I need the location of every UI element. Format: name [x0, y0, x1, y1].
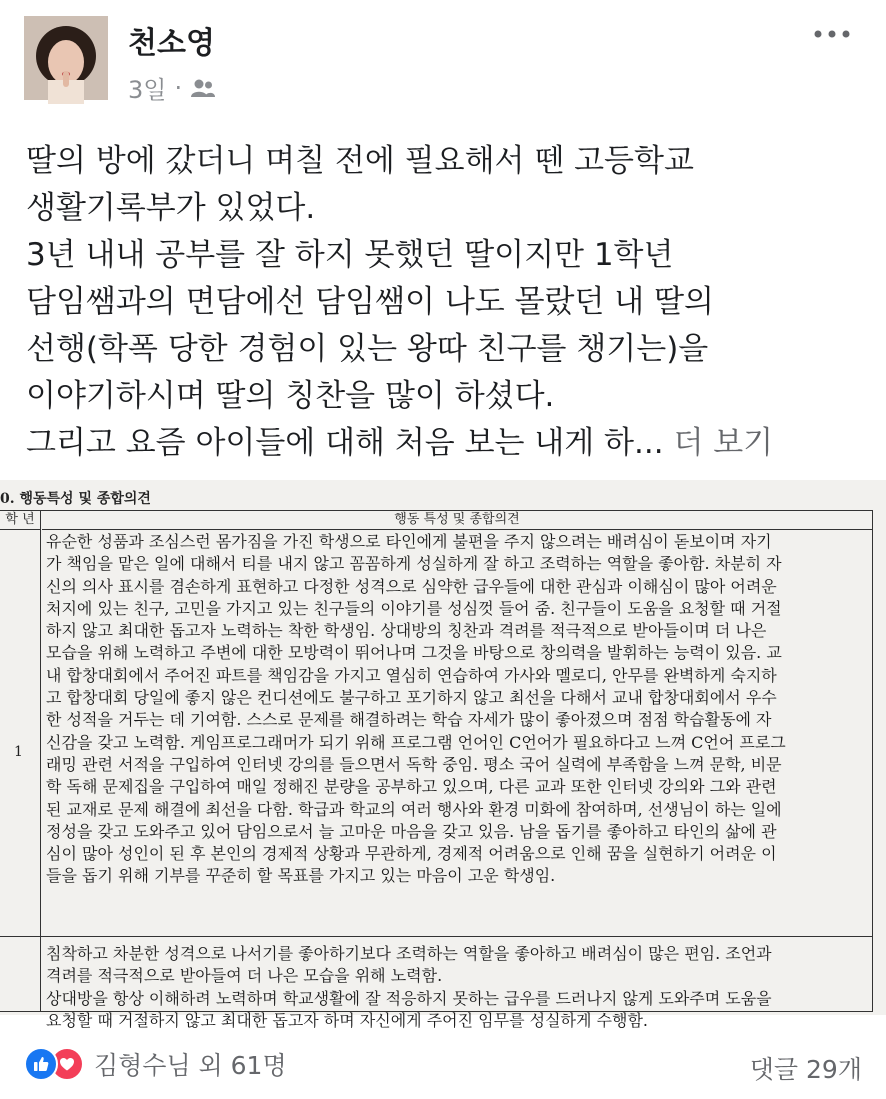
post-text-line: 담임쌤과의 면담에선 담임쌤이 나도 몰랐던 내 딸의 — [26, 284, 714, 320]
doc-line: 격려를 적극적으로 받아들여 더 나은 모습을 위해 노력함. — [46, 966, 443, 986]
doc-line: 래밍 관련 서적을 구입하여 인터넷 강의를 들으면서 독학 중임. 평소 국어 실력에 부족함을 느껴 문학, 비문 — [46, 754, 782, 774]
doc-section-title: 0. 행동특성 및 종합의견 — [0, 491, 151, 507]
see-more-link[interactable]: 더 보기 — [673, 425, 774, 461]
doc-line: 유순한 성품과 조심스런 몸가짐을 가진 학생으로 타인에게 불편을 주지 않으려는 배려심이 돋보이며 자기 — [46, 532, 772, 551]
doc-line: 가 책임을 맡은 일에 대해서 티를 내지 않고 꼼꼼하게 성실하게 잘 하고 조력하는 역할을 좋아함. 차분히 자 — [46, 554, 782, 574]
post-footer — [0, 1020, 886, 1099]
doc-line: 하지 않고 최대한 돕고자 노력하는 착한 학생임. 상대방의 칭찬과 격려를 적극적으로 받아들이며 더 나은 — [46, 621, 767, 641]
more-options-icon[interactable] — [812, 26, 852, 42]
doc-line: 심이 많아 성인이 된 후 본인의 경제적 상황과 무관하게, 경제적 어려움으로 인해 꿈을 실현하기 어려운 이 — [46, 844, 777, 864]
doc-line: 상대방을 항상 이해하려 노력하며 학교생활에 잘 적응하지 못하는 급우를 드러나지 않게 도와주며 도움을 — [46, 988, 772, 1008]
post-text-line: 3년 내내 공부를 잘 하지 못했던 딸이지만 1학년 — [26, 237, 674, 273]
doc-grade-1: 1 — [14, 744, 23, 760]
doc-line: 들을 돕기 위해 기부를 꾸준히 할 목표를 가지고 있는 마음이 고운 학생임. — [46, 866, 556, 886]
post-meta — [128, 70, 216, 105]
friends-icon[interactable] — [190, 78, 216, 98]
post-photo[interactable] — [0, 480, 886, 1030]
meta-separator: · — [174, 73, 183, 102]
post-text-line: 이야기하시며 딸의 칭찬을 많이 하셨다. — [26, 378, 555, 414]
doc-line: 고 합창대회 당일에 좋지 않은 컨디션에도 불구하고 포기하지 않고 최선을 다해서 교내 합창대회에서 우수 — [46, 688, 777, 708]
doc-row2-text — [46, 943, 866, 1032]
doc-table — [0, 510, 873, 1030]
post-time[interactable]: 3일 — [128, 76, 167, 104]
post-text-line: 딸의 방에 갔더니 며칠 전에 필요해서 뗀 고등학교 — [26, 143, 694, 179]
reactions-summary[interactable] — [24, 1046, 287, 1082]
post-header — [0, 0, 886, 120]
doc-line: 내 합창대회에서 주어진 파트를 책임감을 가지고 열심히 연습하여 가사와 멜로디, 안무를 완벽하게 숙지하 — [46, 665, 777, 685]
reaction-names[interactable]: 김형수님 외 61명 — [94, 1051, 287, 1080]
doc-line: 한 성적을 거두는 데 기여함. 스스로 문제를 해결하려는 학습 자세가 많이 좋아졌으며 점점 학습활동에 자 — [46, 710, 772, 730]
doc-line: 침착하고 차분한 성격으로 나서기를 좋아하기보다 조력하는 역할을 좋아하고 배려심이 많은 편임. 조언과 — [46, 944, 772, 963]
comments-count[interactable]: 댓글 29개 — [749, 1055, 862, 1084]
doc-line: 학 독해 문제집을 구입하여 매일 정해진 분량을 공부하고 있으며, 다른 교과 또한 인터넷 강의와 그와 관련 — [46, 777, 777, 797]
doc-line: 요청할 때 거절하지 않고 최대한 돕고자 하며 자신에게 주어진 임무를 성실하게 수행함. — [46, 1010, 648, 1030]
doc-line: 신감을 갖고 노력함. 게임프로그래머가 되기 위해 프로그램 언어인 C언어가 필요하다고 느껴 C언어 프로그 — [46, 732, 786, 752]
doc-line: 된 교재로 문제 해결에 최선을 다함. 학급과 학교의 여러 행사와 환경 미화에 참여하며, 선생님이 하는 일에 — [46, 799, 782, 819]
doc-line: 신의 의사 표시를 겸손하게 표현하고 다정한 성격으로 심약한 급우들에 대한 관심과 이해심이 많아 어려운 — [46, 576, 777, 596]
doc-header-title: 행동 특성 및 종합의견 — [42, 511, 872, 530]
post-text — [26, 138, 866, 467]
doc-row-divider — [0, 936, 872, 937]
avatar-photo — [24, 16, 108, 100]
avatar[interactable] — [24, 16, 108, 100]
post-text-truncated: 그리고 요즘 아이들에 대해 처음 보는 내게 하... — [26, 425, 664, 461]
doc-line: 정성을 갖고 도와주고 있어 담임으로서 늘 고마운 마음을 갖고 있음. 남을 돕기를 좋아하고 타인의 삶에 관 — [46, 821, 777, 841]
doc-row1-text — [46, 531, 866, 888]
post-text-line: 생활기록부가 있었다. — [26, 190, 316, 226]
post-text-line-last — [26, 420, 866, 467]
doc-line: 처지에 있는 친구, 고민을 가지고 있는 친구들의 이야기를 성심껏 들어 줌. 친구들이 도움을 요청할 때 거절 — [46, 598, 782, 618]
post-text-line: 선행(학폭 당한 경험이 있는 왕따 친구를 챙기는)을 — [26, 331, 709, 367]
doc-grade-column — [0, 530, 41, 1011]
doc-header-grade: 학 년 — [0, 511, 41, 530]
doc-line: 모습을 위해 노력하고 주변에 대한 모방력이 뛰어나며 그것을 바탕으로 창의력을 발휘하는 능력이 있음. 교 — [46, 643, 782, 663]
author-name[interactable]: 천소영 — [128, 26, 215, 61]
like-reaction-icon — [24, 1047, 58, 1081]
